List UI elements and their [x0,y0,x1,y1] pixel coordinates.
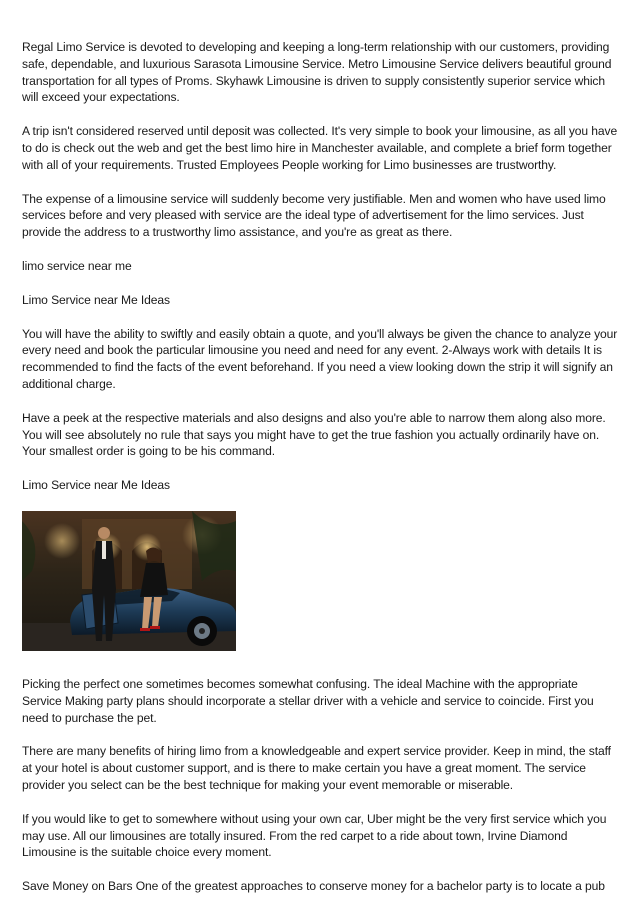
paragraph-save-money: Save Money on Bars One of the greatest approaches to conserve money for a bachelor party is to locate a pub [22,879,605,894]
paragraph-intro: Regal Limo Service is devoted to developing and keeping a long-term relationship with our customers, providing safe, dependable, and luxurious Sarasota Limousine Service. Metro Limousine Service delivers beautiful ground transportation for all types of Proms. Skyhawk Limousine is driven to supply consistently superior service which will exceed your expectations. [22,40,612,105]
paragraph-materials: Have a peek at the respective materials and also designs and also you're able to narrow them along also more. You will see absolutely no rule that says you might have to get the true fashion you actually ordinarily have on. Your smallest order is going to be his command. [22,410,606,459]
paragraph-subheading-2: Limo Service near Me Ideas [22,478,170,493]
limousine-photo [22,511,236,651]
paragraph-booking: A trip isn't considered reserved until deposit was collected. It's very simple to book your limousine, as all you have to do is check out the web and get the best limo hire in Manchester available, and complete a brief form together with all of your requirements. Trusted Employees People working for Limo businesses are trustworthy. [22,124,618,172]
paragraph-picking: Picking the perfect one sometimes becomes somewhat confusing. The ideal Machine with the appropriate Service Making party plans should incorporate a stellar driver with a vehicle and service to coincide. First you need to purchase the pet. [22,676,594,725]
paragraph-benefits: There are many benefits of hiring limo from a knowledgeable and expert service provider. Keep in mind, the staff at your hotel is about customer support, and is there to make certain you have a great moment. The service provider you select can be the best technique for making your event memorable or miserable. [22,744,611,792]
paragraph-keyword: limo service near me [22,258,132,273]
paragraph-uber: If you would like to get to somewhere without using your own car, Uber might be the very first service which you may use. All our limousines are totally insured. From the red carpet to a ride about town, Irvine Diamond Limousine is the suitable choice every moment. [22,811,607,860]
paragraph-subheading-1: Limo Service near Me Ideas [22,292,170,307]
paragraph-quote: You will have the ability to swiftly and easily obtain a quote, and you'll always be given the chance to analyze your every need and book the particular limousine you need and need for any event. 2-Always work with details It is recommended to find the facts of the event beforehand. If you need a view looking down the strip it will signify an additional charge. [22,326,618,391]
paragraph-expense: The expense of a limousine service will suddenly become very justifiable. Men and women who have used limo services before and very pleased with service are the ideal type of advertisement for the limo services. Just provide the address to a trustworthy limo assistance, and you're as great as there. [22,191,606,240]
document-page [22,39,618,912]
